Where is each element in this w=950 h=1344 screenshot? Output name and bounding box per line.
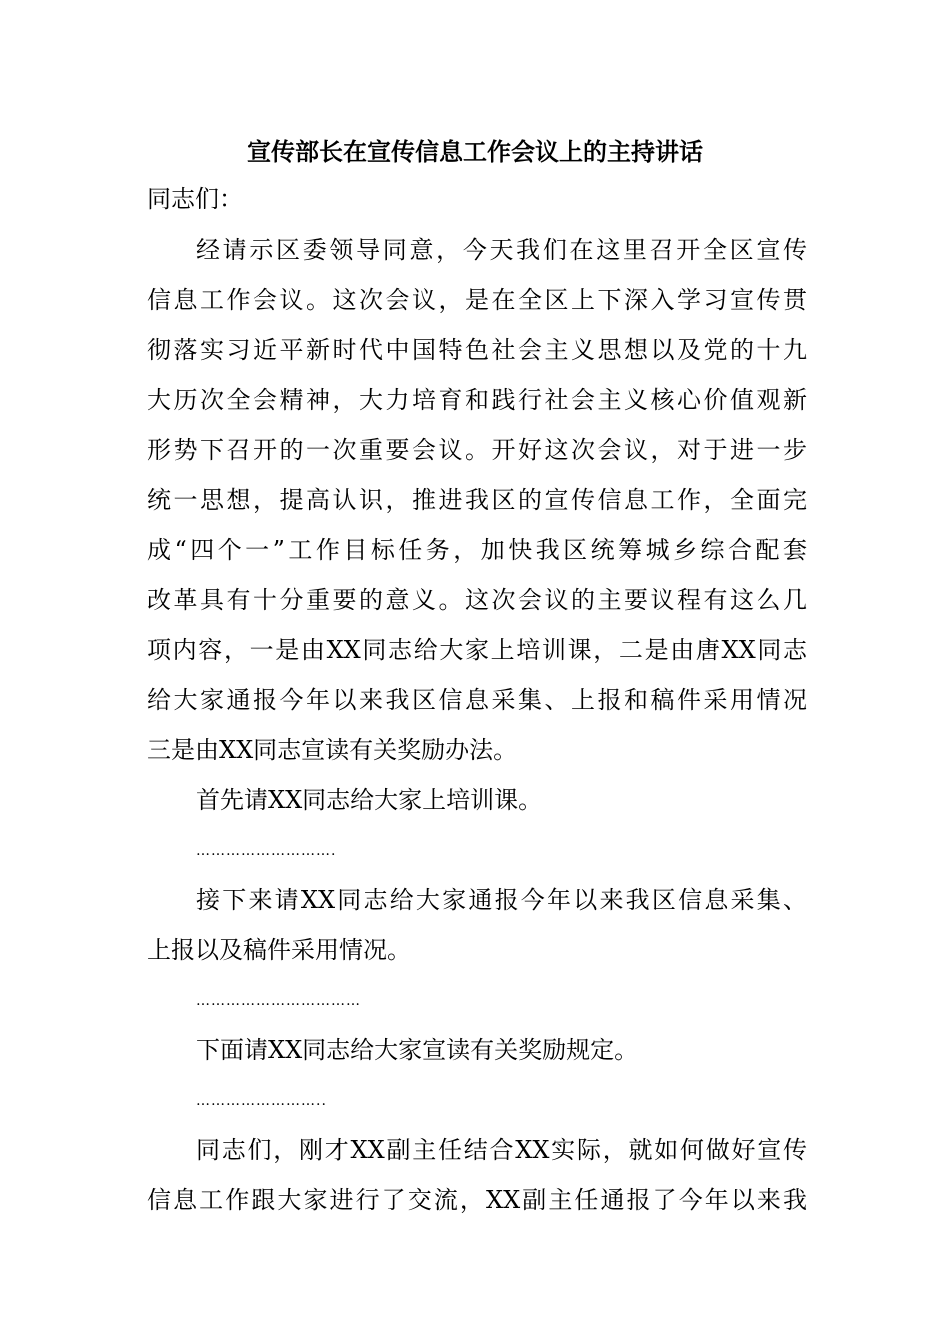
ellipsis-line: …………………………… [196, 993, 361, 1009]
paragraph-line: 项内容，一是由XX同志给大家上培训课，二是由唐XX同志 [147, 636, 807, 664]
paragraph-line: 同志们，刚才XX副主任结合XX实际，就如何做好宣传 [196, 1136, 807, 1164]
paragraph-line: 信息工作跟大家进行了交流，XX副主任通报了今年以来我 [147, 1186, 807, 1214]
paragraph-line: 下面请XX同志给大家宣读有关奖励规定。 [196, 1036, 639, 1064]
paragraph-line: 形势下召开的一次重要会议。开好这次会议，对于进一步 [147, 436, 807, 464]
paragraph-line: 改革具有十分重要的意义。这次会议的主要议程有这么几 [147, 586, 807, 614]
paragraph-line: 彻落实习近平新时代中国特色社会主义思想以及党的十九 [147, 336, 807, 364]
paragraph-line: 接下来请XX同志给大家通报今年以来我区信息采集、 [196, 886, 807, 914]
ellipsis-line: …………………….. [196, 1093, 327, 1109]
paragraph-line: 给大家通报今年以来我区信息采集、上报和稿件采用情况 [147, 686, 807, 714]
paragraph-line: 大历次全会精神，大力培育和践行社会主义核心价值观新 [147, 386, 807, 414]
document-title: 宣传部长在宣传信息工作会议上的主持讲话 [247, 138, 703, 166]
paragraph-line: 信息工作会议。这次会议，是在全区上下深入学习宣传贯 [147, 286, 807, 314]
paragraph-line: 经请示区委领导同意，今天我们在这里召开全区宣传 [196, 236, 807, 264]
ellipsis-line: ………………………. [196, 843, 337, 859]
salutation: 同志们： [147, 185, 243, 213]
paragraph-line: 统一思想，提高认识，推进我区的宣传信息工作，全面完 [147, 486, 807, 514]
paragraph-line: 首先请XX同志给大家上培训课。 [196, 786, 543, 814]
paragraph-line: 上报以及稿件采用情况。 [147, 936, 411, 964]
paragraph-line: 成“四个一”工作目标任务，加快我区统筹城乡综合配套 [147, 536, 807, 564]
paragraph-line: 三是由XX同志宣读有关奖励办法。 [147, 736, 518, 764]
